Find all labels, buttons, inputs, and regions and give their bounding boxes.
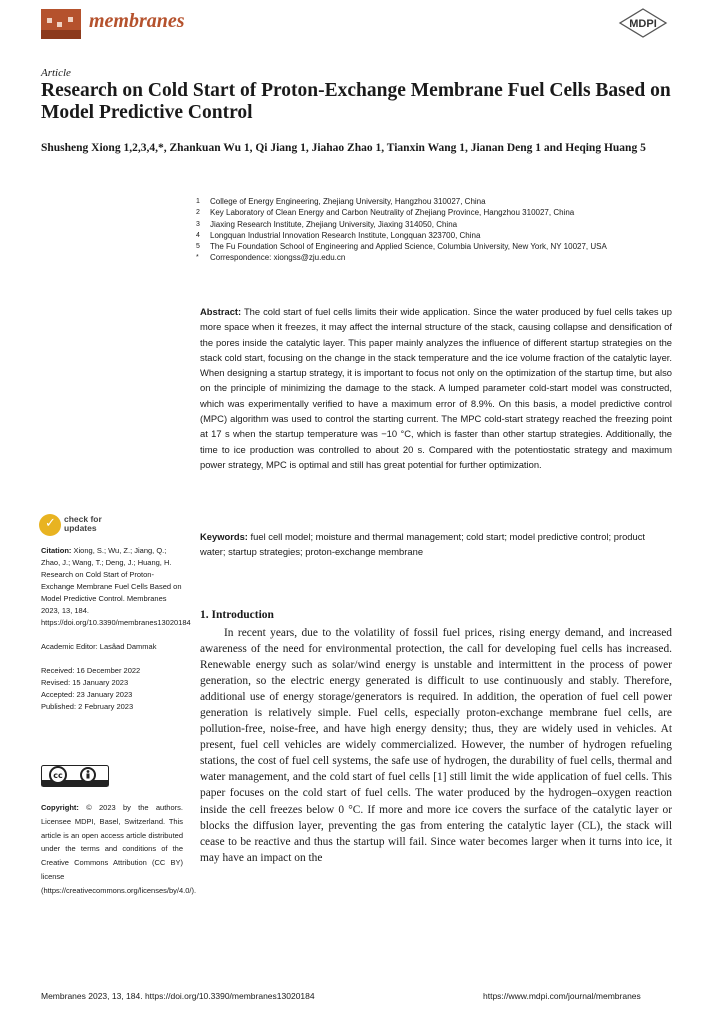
abstract bbox=[200, 304, 672, 472]
affiliation-3: 3 Jiaxing Research Institute, Zhejiang University, Jiaxing 314050, China bbox=[196, 219, 458, 229]
paper-title: Research on Cold Start of Proton-Exchange Membrane Fuel Cells Based on Model Predictive Control bbox=[41, 80, 671, 123]
footer-journal-link[interactable]: https://www.mdpi.com/journal/membranes bbox=[483, 991, 641, 1001]
journal-logo-icon bbox=[41, 9, 81, 39]
abstract-label: Abstract: bbox=[200, 306, 242, 317]
footer-citation: Membranes 2023, 13, 184. https://doi.org/10.3390/membranes13020184 bbox=[41, 991, 315, 1001]
mdpi-logo-text: MDPI bbox=[629, 18, 657, 30]
keywords-label: Keywords: bbox=[200, 531, 248, 542]
journal-name: membranes bbox=[89, 10, 185, 32]
cc-by-license-icon[interactable] bbox=[41, 765, 109, 787]
section-heading: 1. Introduction bbox=[200, 609, 274, 621]
keywords bbox=[200, 529, 672, 560]
affiliation-4: 4 Longquan Industrial Innovation Research Institute, Longquan 323700, China bbox=[196, 230, 481, 240]
mdpi-logo-icon bbox=[618, 8, 668, 38]
received-date: Received: 16 December 2022 bbox=[41, 666, 141, 675]
accepted-date: Accepted: 23 January 2023 bbox=[41, 690, 133, 699]
keywords-text: fuel cell model; moisture and thermal management; cold start; model predictive control; product water; startup strategies; proton-exchange membrane bbox=[200, 531, 646, 558]
citation-doi-link[interactable]: Membranes 2023, 13, 184. https://doi.org/10.3390/membranes13020184 bbox=[41, 594, 191, 627]
check-updates-label: check for updates bbox=[64, 514, 102, 533]
abstract-text: The cold start of fuel cells limits their wide application. Since the water produced by fuel cells takes up more space when it freezes, it may affect the internal structure of the stack, causing collapse and densification of the pores inside the catalytic layer. This paper mainly analyzes the influence of different startup strategies on the stack cold start, focusing on the change in the stack temperature and the ice volume fraction of the catalytic layer. When designing a startup strategy, it is important to focus not only on the optimization of the startup time, but also on the principle of minimizing the damage to the stack. A lumped parameter cold-start model was constructed, which was experimentally verified to have a maximum error of 8.9%. On this basis, a model predictive control (MPC) algorithm was used to control the starting current. The MPC cold-start strategy reached the freezing point at 17 s when the startup temperature was −10 °C, which is faster than other startup strategies. Additionally, the time to ice production was controlled to about 20 s. Compared with the potentiostatic strategy and maximum power strategy, MPC is optimal and still has great potential for further optimization. bbox=[200, 306, 672, 470]
introduction-paragraph: In recent years, due to the volatility of fossil fuel prices, rising energy demand, and increased awareness of the need for environmental protection, the call for developing fuel cells has increased. Renewable energy such as solar/wind energy is unstable and intermittent in the process of power generation, so the electric energy generated is difficult to use continuously and stably. Therefore, additional use of energy storage/generators is required. In addition, the operation of fuel cell power generation is relatively simple. Fuel cells, especially proton-exchange membrane fuel cells, are pollution-free, noise-free, and have high energy density; thus, they are widely used in vehicles. At present, fuel cell vehicles are widely commercialized. However, the number of hydrogen refueling stations, the cost of fuel cell systems, the safe use of hydrogen, the durability of fuel cells, thermal and water management, and the cold start of fuel cells [1] still limit the wide application of fuel cells. This paper focuses on the cold start of fuel cells. The water produced by the hydrogen–oxygen reaction inside the cell freezes below 0 °C. If more and more ice covers the surface of the catalytic layer or blocks the diffusion layer, preventing the gas from entering the catalytic layer (CL), the stack will cease to be reactive and thus the startup will fail. Since water becomes larger when it turns into ice, it may have an impact on the bbox=[200, 627, 672, 864]
article-type: Article bbox=[41, 67, 71, 79]
affiliations bbox=[196, 196, 676, 264]
author-list: Shusheng Xiong 1,2,3,4,*, Zhankuan Wu 1, Qi Jiang 1, Jiahao Zhao 1, Tianxin Wang 1, Jianan Deng 1 and Heqing Huang 5 bbox=[41, 142, 646, 154]
revised-date: Revised: 15 January 2023 bbox=[41, 678, 129, 687]
copyright-notice: Copyright: © 2023 by the authors. Licensee MDPI, Basel, Switzerland. This article is an open access article distributed under the terms and conditions of the Creative Commons Attribution (CC BY) license (https://creativecommons.org/licenses/by/4.0/). bbox=[41, 803, 197, 895]
published-date: Published: 2 February 2023 bbox=[41, 702, 134, 711]
article-info-sidebar bbox=[41, 545, 191, 713]
affiliation-1: 1 College of Energy Engineering, Zhejiang University, Hangzhou 310027, China bbox=[196, 197, 486, 206]
correspondence: * Correspondence: xiongss@zju.edu.cn bbox=[196, 253, 346, 263]
svg-text:cc: cc bbox=[53, 771, 63, 780]
affiliation-5: 5 The Fu Foundation School of Engineering and Applied Science, Columbia University, New York, NY 10027, USA bbox=[196, 242, 607, 252]
check-for-updates-button[interactable]: ✓ check for updates bbox=[39, 511, 159, 539]
affiliation-2: 2 Key Laboratory of Clean Energy and Carbon Neutrality of Zhejiang Province, Hangzhou 310027, China bbox=[196, 208, 575, 218]
citation: Citation: Xiong, S.; Wu, Z.; Jiang, Q.; Zhao, J.; Wang, T.; Deng, J.; Huang, H. Research on Cold Start of Proton-Exchange Membrane Fuel Cells Based on Model Predictive Control. Membranes 2023, 13, 184. https://doi.org/10.3390/membranes13020184 bbox=[41, 546, 191, 627]
academic-editor: Academic Editor: Lasâad Dammak bbox=[41, 642, 157, 651]
